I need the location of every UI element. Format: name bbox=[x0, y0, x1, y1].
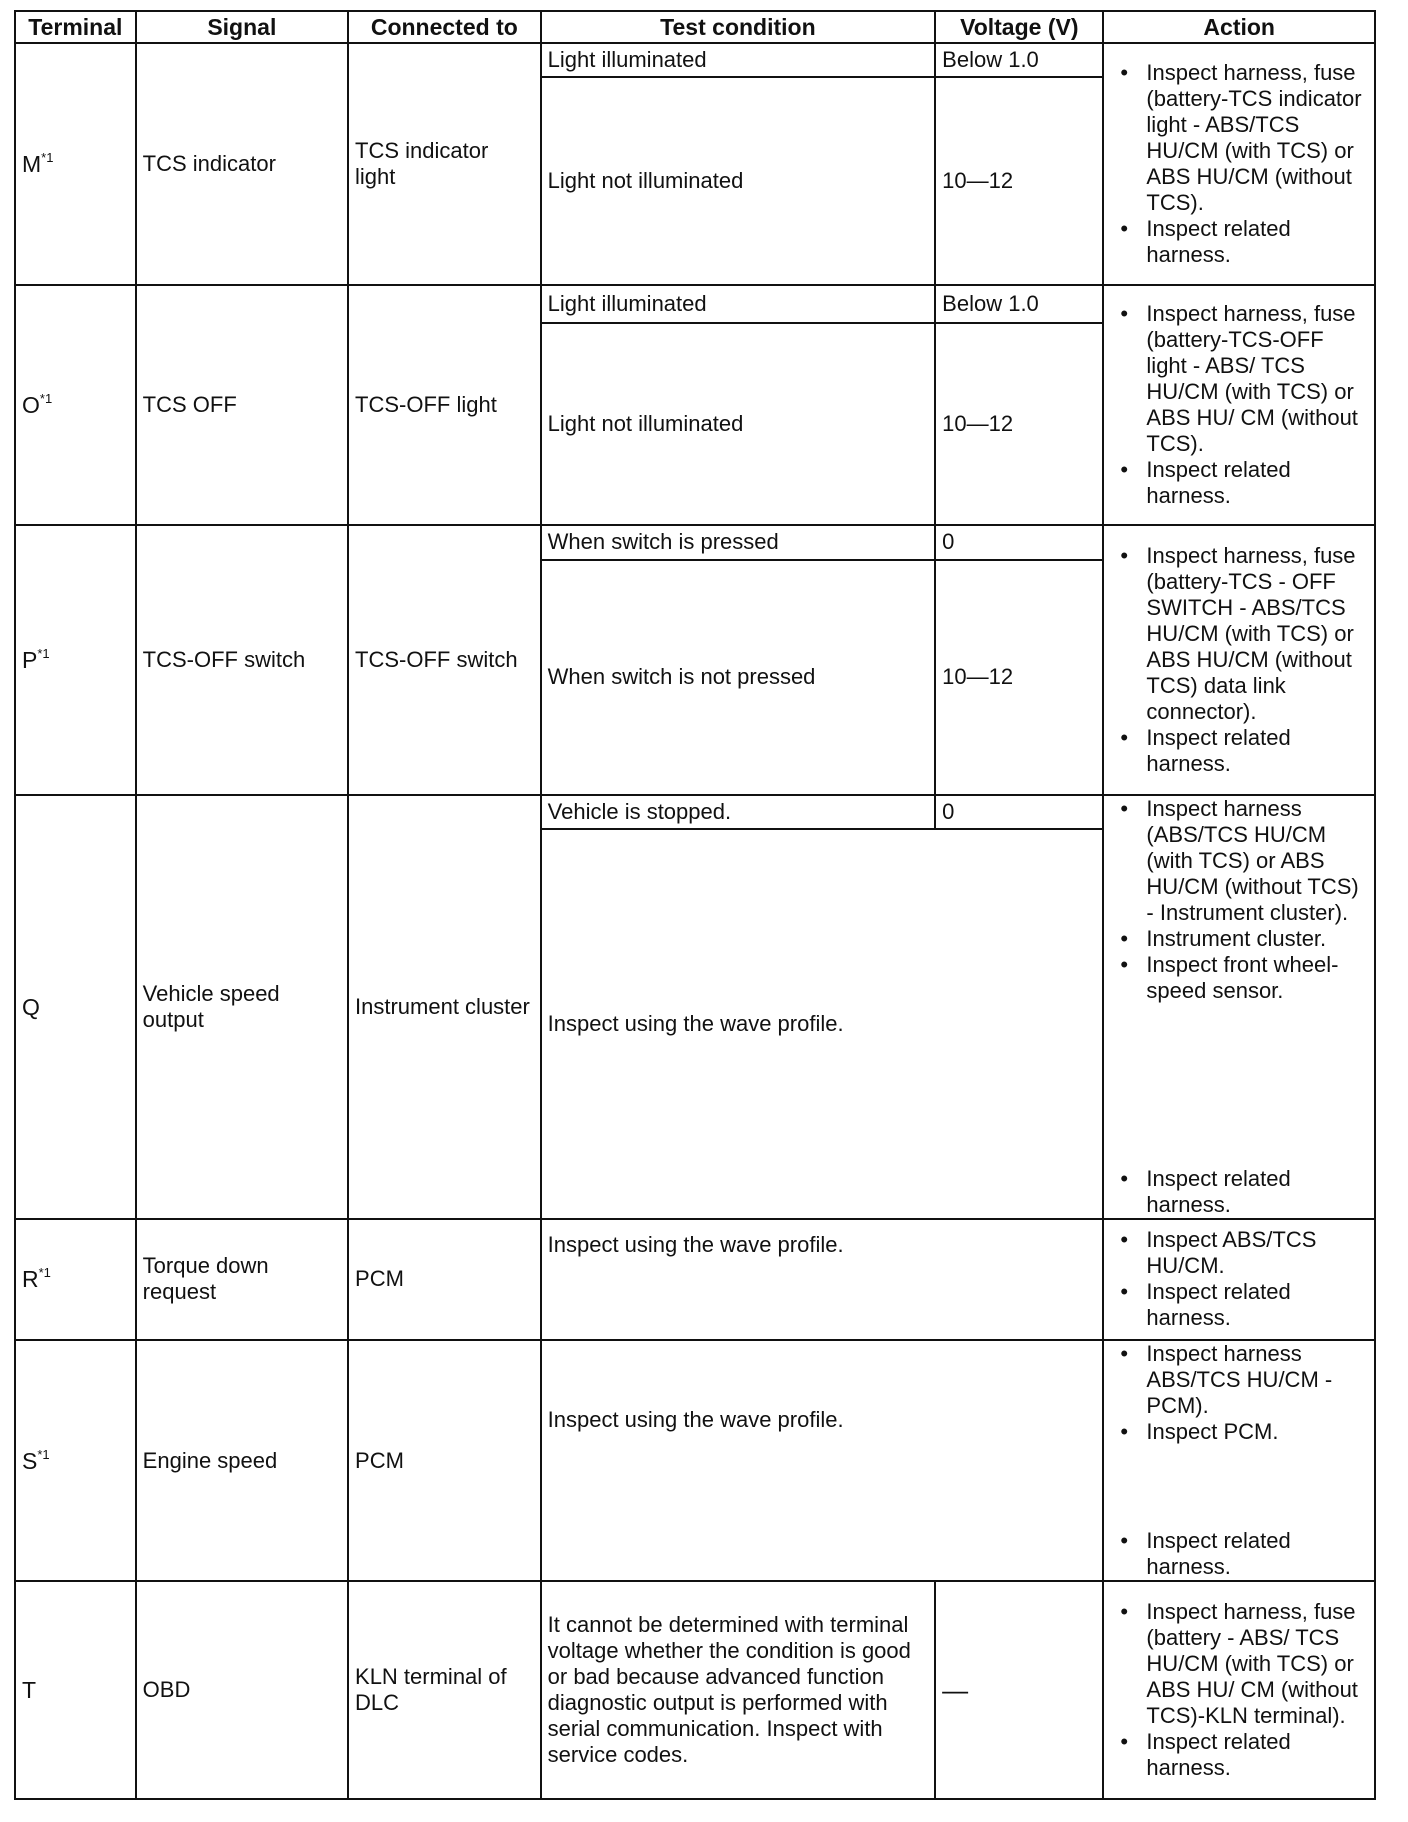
action-cell bbox=[1103, 43, 1375, 285]
connected-cell: TCS-OFF light bbox=[348, 285, 541, 525]
voltage-cell: Below 1.0 bbox=[935, 285, 1103, 324]
action-cell bbox=[1103, 795, 1375, 1219]
terminal-letter: S bbox=[22, 1447, 38, 1474]
action-item: • Inspect front wheel-speed sensor. bbox=[1110, 952, 1368, 1004]
connected-cell: Instrument cluster bbox=[348, 795, 541, 1219]
condition-cell: When switch is pressed bbox=[541, 525, 936, 560]
action-item: • Inspect related harness. bbox=[1110, 725, 1368, 777]
condition-cell: It cannot be determined with terminal voltage whether the condition is good or bad because advanced function diagnostic output is performed with serial communication. Inspect with service codes. bbox=[541, 1581, 936, 1799]
action-item: • Inspect related harness. bbox=[1110, 1166, 1368, 1218]
action-list bbox=[1110, 796, 1368, 1004]
terminal-letter: O bbox=[22, 391, 40, 418]
table-row bbox=[15, 1219, 1375, 1340]
action-item: • Inspect harness, fuse (battery-TCS - OFF SWITCH - ABS/TCS HU/CM (with TCS) or ABS HU/CM (without TCS) data link connector). bbox=[1110, 543, 1368, 725]
voltage-cell: 10—12 bbox=[935, 560, 1103, 795]
terminal-cell bbox=[15, 1219, 136, 1340]
voltage-cell: 0 bbox=[935, 525, 1103, 560]
signal-cell: TCS OFF bbox=[136, 285, 348, 525]
signal-cell: TCS-OFF switch bbox=[136, 525, 348, 795]
footnote-mark: *1 bbox=[39, 390, 53, 406]
terminal-letter: R bbox=[22, 1266, 39, 1293]
header-signal: Signal bbox=[136, 11, 348, 43]
action-list bbox=[1110, 60, 1368, 268]
header-terminal: Terminal bbox=[15, 11, 136, 43]
table-row bbox=[15, 43, 1375, 77]
condition-cell: Inspect using the wave profile. bbox=[541, 1340, 1104, 1582]
action-item: • Inspect harness, fuse (battery-TCS-OFF light - ABS/ TCS HU/CM (with TCS) or ABS HU/ CM (without TCS). bbox=[1110, 301, 1368, 457]
action-list bbox=[1110, 1227, 1368, 1331]
connected-cell: PCM bbox=[348, 1340, 541, 1582]
table-row bbox=[15, 795, 1375, 829]
condition-cell: Light not illuminated bbox=[541, 323, 936, 525]
action-item: • Inspect harness ABS/TCS HU/CM - PCM). bbox=[1110, 1341, 1368, 1419]
table-row bbox=[15, 1340, 1375, 1582]
action-item: • Inspect harness, fuse (battery-TCS indicator light - ABS/TCS HU/CM (with TCS) or ABS HU/CM (without TCS). bbox=[1110, 60, 1368, 216]
terminal-voltage-table bbox=[14, 10, 1376, 1800]
terminal-letter: Q bbox=[22, 993, 40, 1020]
action-list bbox=[1110, 1341, 1368, 1445]
terminal-cell bbox=[15, 1340, 136, 1582]
signal-cell: Engine speed bbox=[136, 1340, 348, 1582]
terminal-letter: T bbox=[22, 1677, 37, 1704]
signal-cell: TCS indicator bbox=[136, 43, 348, 285]
terminal-letter: M bbox=[22, 150, 42, 177]
action-list bbox=[1110, 1166, 1368, 1218]
terminal-cell bbox=[15, 1581, 136, 1799]
condition-cell: Inspect using the wave profile. bbox=[541, 1219, 1104, 1340]
terminal-cell bbox=[15, 525, 136, 795]
action-list bbox=[1110, 543, 1368, 777]
condition-cell: Inspect using the wave profile. bbox=[541, 829, 1104, 1218]
condition-cell: When switch is not pressed bbox=[541, 560, 936, 795]
connected-cell: TCS-OFF switch bbox=[348, 525, 541, 795]
action-item: • Inspect harness, fuse (battery - ABS/ TCS HU/CM (with TCS) or ABS HU/ CM (without TCS)-KLN terminal). bbox=[1110, 1599, 1368, 1729]
signal-cell: Torque down request bbox=[136, 1219, 348, 1340]
condition-cell: Light illuminated bbox=[541, 285, 936, 324]
action-item: • Inspect related harness. bbox=[1110, 216, 1368, 268]
action-item: • Inspect PCM. bbox=[1110, 1419, 1368, 1445]
terminal-cell bbox=[15, 43, 136, 285]
action-item: • Inspect ABS/TCS HU/CM. bbox=[1110, 1227, 1368, 1279]
terminal-letter: P bbox=[22, 646, 38, 673]
action-item: • Inspect related harness. bbox=[1110, 1279, 1368, 1331]
voltage-cell: 0 bbox=[935, 795, 1103, 829]
action-item: • Inspect related harness. bbox=[1110, 457, 1368, 509]
connected-cell: KLN terminal of DLC bbox=[348, 1581, 541, 1799]
connected-cell: PCM bbox=[348, 1219, 541, 1340]
condition-cell: Light illuminated bbox=[541, 43, 936, 77]
action-item: • Inspect related harness. bbox=[1110, 1729, 1368, 1781]
action-list bbox=[1110, 301, 1368, 509]
voltage-cell: 10—12 bbox=[935, 323, 1103, 525]
table-row bbox=[15, 285, 1375, 324]
action-item: • Inspect related harness. bbox=[1110, 1528, 1368, 1580]
header-row bbox=[15, 11, 1375, 43]
footnote-mark: *1 bbox=[41, 149, 54, 165]
action-list bbox=[1110, 1528, 1368, 1580]
table-row bbox=[15, 525, 1375, 560]
header-connected-to: Connected to bbox=[348, 11, 541, 43]
action-list bbox=[1110, 1599, 1368, 1781]
connected-cell: TCS indicator light bbox=[348, 43, 541, 285]
action-cell bbox=[1103, 1581, 1375, 1799]
terminal-cell bbox=[15, 285, 136, 525]
terminal-cell bbox=[15, 795, 136, 1219]
action-cell bbox=[1103, 525, 1375, 795]
action-item: • Inspect harness (ABS/TCS HU/CM (with TCS) or ABS HU/CM (without TCS) - Instrument cluster). bbox=[1110, 796, 1368, 926]
signal-cell: Vehicle speed output bbox=[136, 795, 348, 1219]
table-row bbox=[15, 1581, 1375, 1799]
action-item: • Instrument cluster. bbox=[1110, 926, 1368, 952]
footnote-mark: *1 bbox=[38, 1265, 51, 1281]
header-action: Action bbox=[1103, 11, 1375, 43]
voltage-cell: 10—12 bbox=[935, 77, 1103, 284]
action-cell bbox=[1103, 1340, 1375, 1582]
voltage-cell: Below 1.0 bbox=[935, 43, 1103, 77]
header-test-condition: Test condition bbox=[541, 11, 936, 43]
condition-cell: Light not illuminated bbox=[541, 77, 936, 284]
action-cell bbox=[1103, 1219, 1375, 1340]
header-voltage: Voltage (V) bbox=[935, 11, 1103, 43]
signal-cell: OBD bbox=[136, 1581, 348, 1799]
action-cell bbox=[1103, 285, 1375, 525]
condition-cell: Vehicle is stopped. bbox=[541, 795, 936, 829]
footnote-mark: *1 bbox=[37, 645, 50, 661]
footnote-mark: *1 bbox=[37, 1446, 50, 1462]
voltage-cell: — bbox=[935, 1581, 1103, 1799]
